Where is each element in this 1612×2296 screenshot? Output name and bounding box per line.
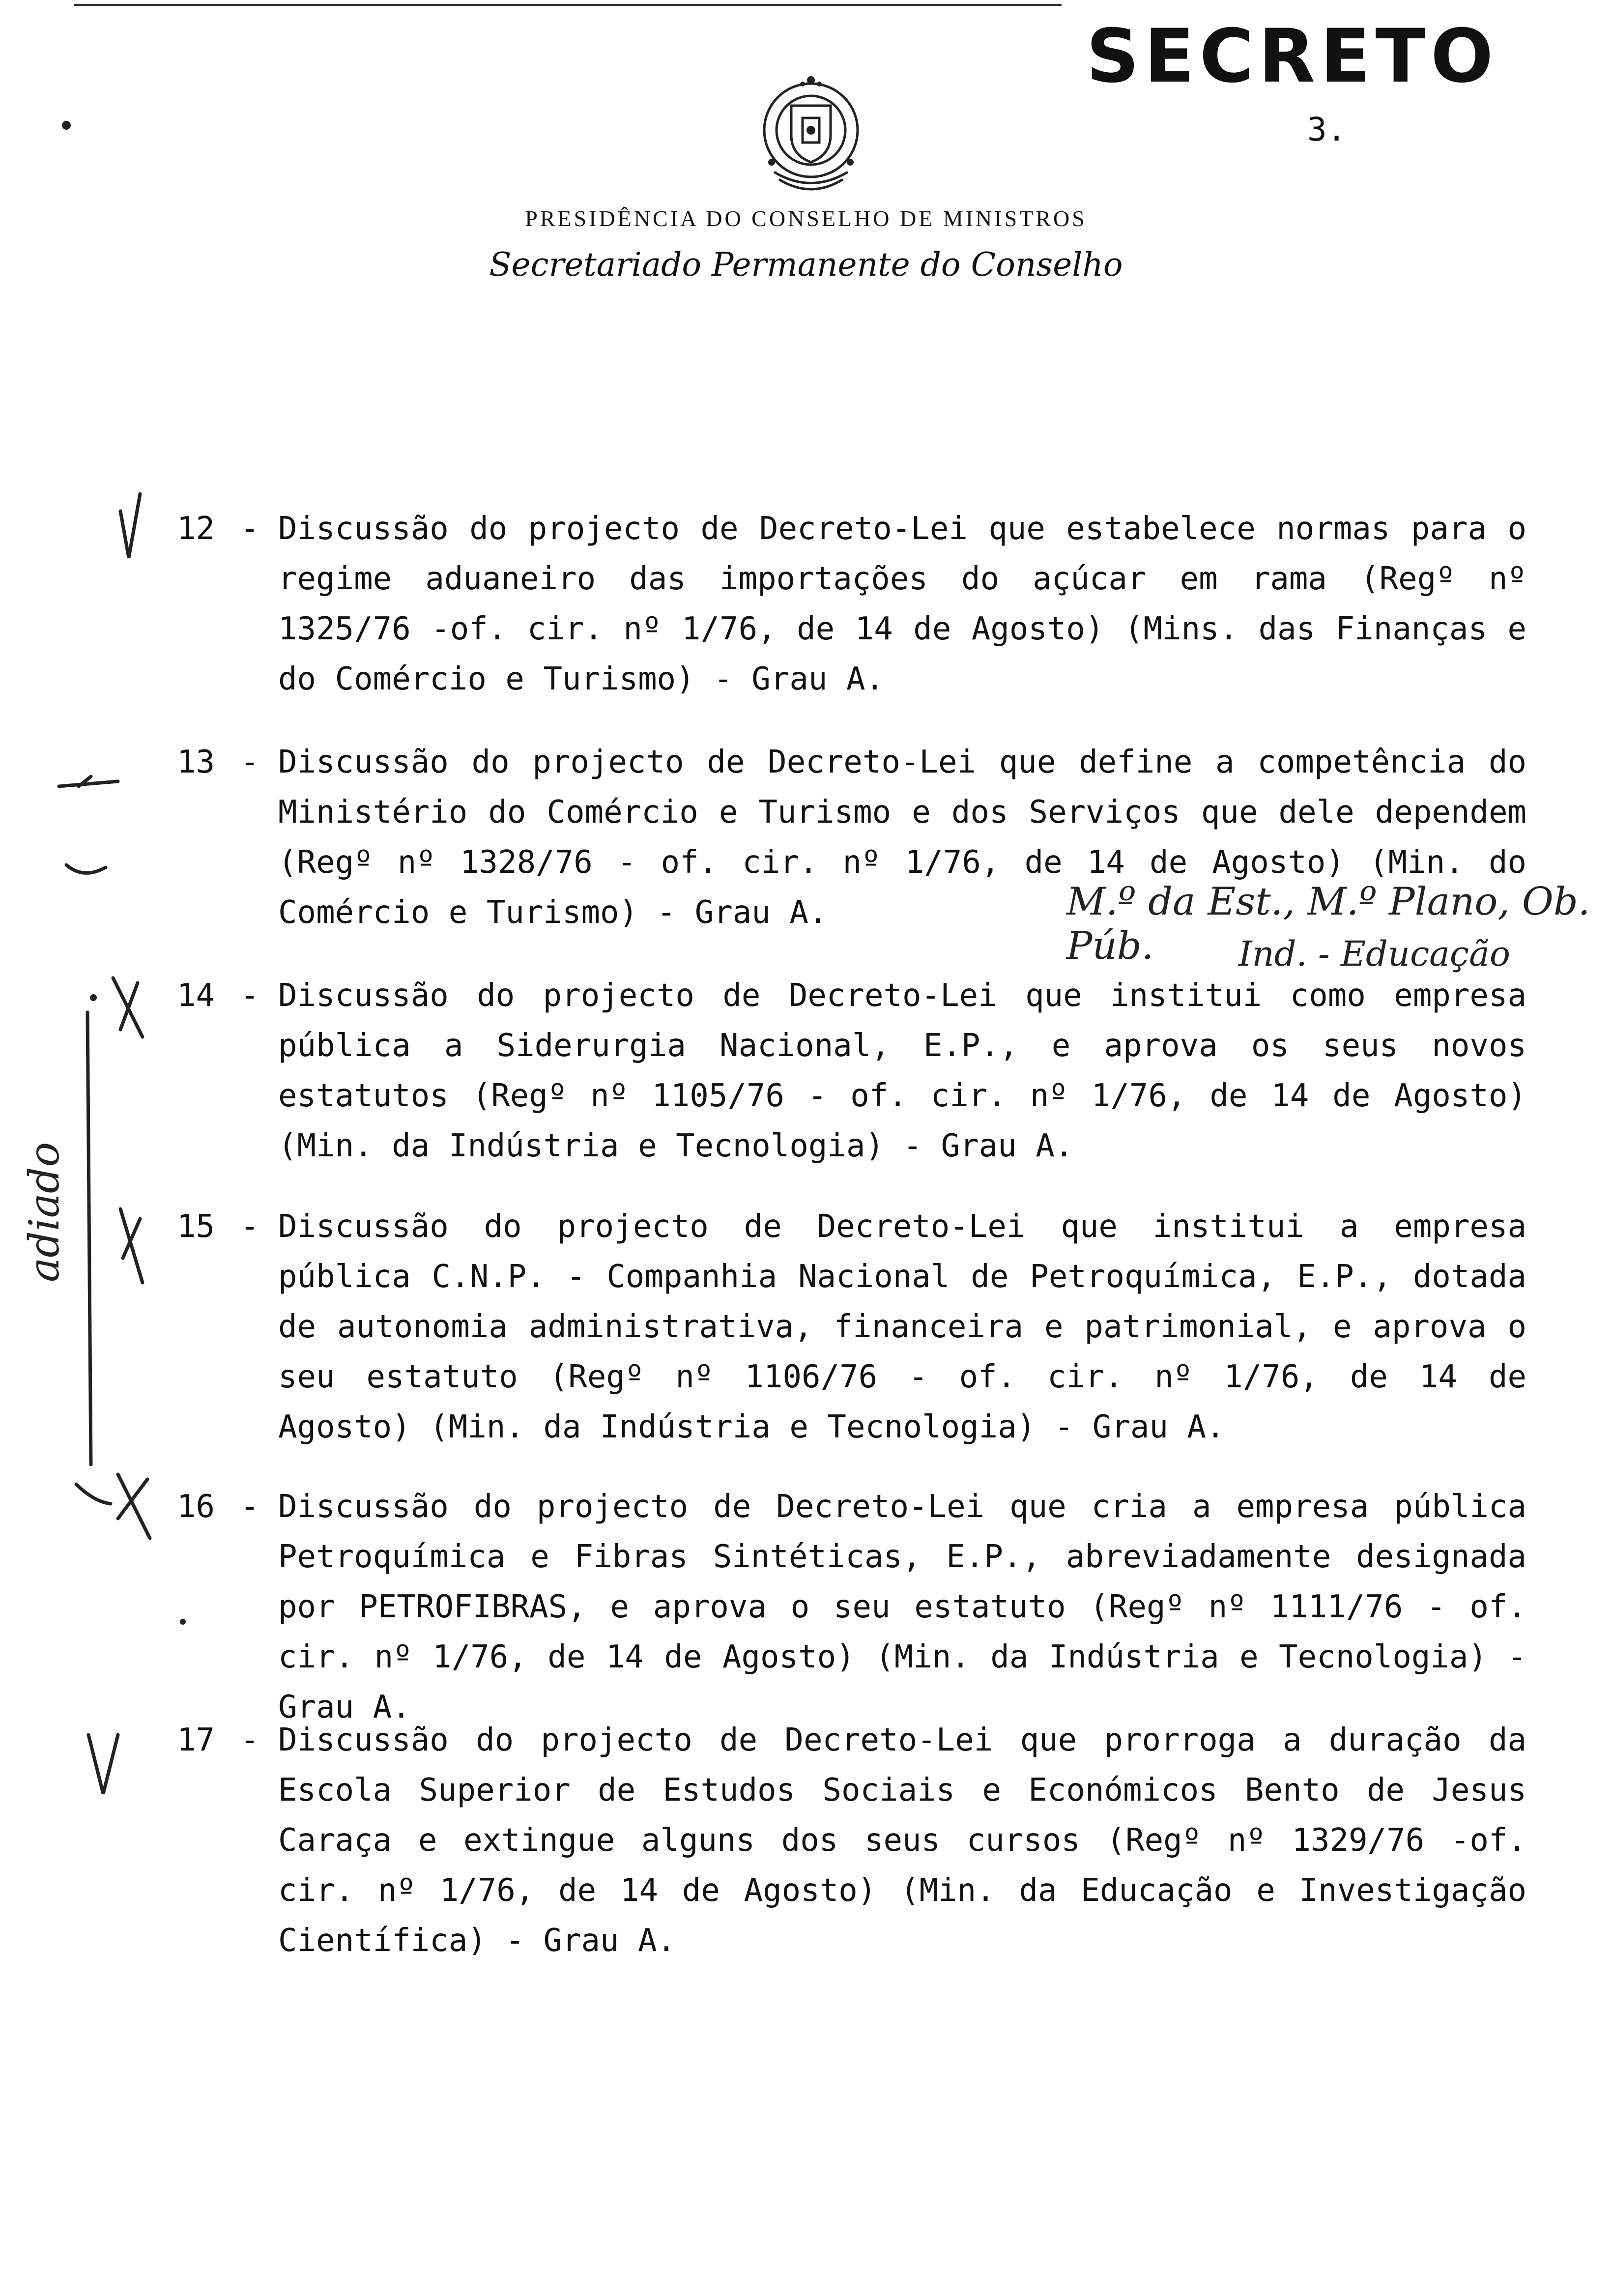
item-number: 12 (177, 511, 215, 547)
page-number: 3. (1307, 111, 1347, 148)
item-text: Discussão do projecto de Decreto-Lei que define a competência do Ministério do Comércio e Turismo e dos Serviços que dele dependem (Regº nº 1328/76 - of. cir. nº 1/76, de 14 de Agosto) (Min. do Comércio e Turismo) - Grau A. (278, 744, 1526, 931)
item-dash: - (240, 1489, 259, 1525)
handwritten-margin-note: adiado (20, 1142, 68, 1282)
item-dash: - (240, 744, 259, 780)
item-text: Discussão do projecto de Decreto-Lei que prorroga a duração da Escola Superior de Estudos Sociais e Económicos Bento de Jesus Caraça e extingue alguns dos seus cursos (Regº nº 1329/76 -of. cir. nº 1/76, de 14 de Agosto) (Min. da Educação e Investigação Científica) - Grau A. (278, 1722, 1526, 1959)
checkmark-icon (120, 494, 140, 558)
item-text: Discussão do projecto de Decreto-Lei que estabelece normas para o regime aduaneiro das importações do açúcar em rama (Regº nº 1325/76 -of. cir. nº 1/76, de 14 de Agosto) (Mins. das Finanças e do Comércio e Turismo) - Grau A. (278, 511, 1526, 697)
tick-mark-icon (76, 1484, 111, 1504)
bracket-line-icon (87, 1012, 91, 1464)
ink-dot-icon (90, 994, 97, 1001)
item-text: Discussão do projecto de Decreto-Lei que institui como empresa pública a Siderurgia Nacional, E.P., e aprova os seus novos estatutos (Regº nº 1105/76 - of. cir. nº 1/76, de 14 de Agosto) (Min. da Indústria e Tecnologia) - Grau A. (278, 977, 1526, 1164)
top-rule (74, 4, 1062, 6)
item-number: 13 (177, 744, 215, 780)
curve-mark-icon (66, 865, 106, 873)
agenda-item-15 (177, 1202, 1553, 1452)
coat-of-arms-seal (745, 71, 877, 199)
item-dash: - (240, 511, 259, 547)
item-number: 14 (177, 977, 215, 1014)
agenda-item-14 (177, 971, 1553, 1171)
agenda-item-17 (177, 1715, 1553, 1966)
item-dash: - (240, 1722, 259, 1758)
secretariat-name: Secretariado Permanente do Conselho (489, 246, 1123, 284)
classification-stamp: SECRETO (1086, 14, 1498, 99)
institution-name: PRESIDÊNCIA DO CONSELHO DE MINISTROS (525, 206, 1087, 231)
ink-dot-icon (62, 121, 71, 130)
item-number: 16 (177, 1489, 215, 1525)
item-text: Discussão do projecto de Decreto-Lei que institui a empresa pública C.N.P. - Companhia Nacional de Petroquímica, E.P., dotada de autonomia administrativa, financeira e patrimonial, e aprova o seu estatuto (Regº nº 1106/76 - of. cir. nº 1/76, de 14 de Agosto) (Min. da Indústria e Tecnologia) - Grau A. (278, 1208, 1526, 1445)
item-number: 15 (177, 1208, 215, 1245)
dash-mark-icon (59, 781, 118, 786)
margin-marks (0, 0, 206, 2296)
v-mark-icon (88, 1735, 118, 1794)
ink-dot-icon (180, 1619, 186, 1625)
item-dash: - (240, 1208, 259, 1245)
handwritten-annotation-industry: Ind. - Educação (1238, 934, 1510, 974)
handwritten-annotation-ministries: M.º da Est., M.º Plano, Ob. Púb. (1066, 880, 1590, 968)
item-number: 17 (177, 1722, 215, 1758)
item-dash: - (240, 977, 259, 1014)
item-text: Discussão do projecto de Decreto-Lei que cria a empresa pública Petroquímica e Fibras Sintéticas, E.P., abreviadamente designada por PETROFIBRAS, e aprova o seu estatuto (Regº nº 1111/76 - of. cir. nº 1/76, de 14 de Agosto) (Min. da Indústria e Tecnologia) - Grau A. (278, 1489, 1526, 1725)
agenda-item-12 (177, 504, 1553, 704)
agenda-item-16 (177, 1482, 1553, 1732)
